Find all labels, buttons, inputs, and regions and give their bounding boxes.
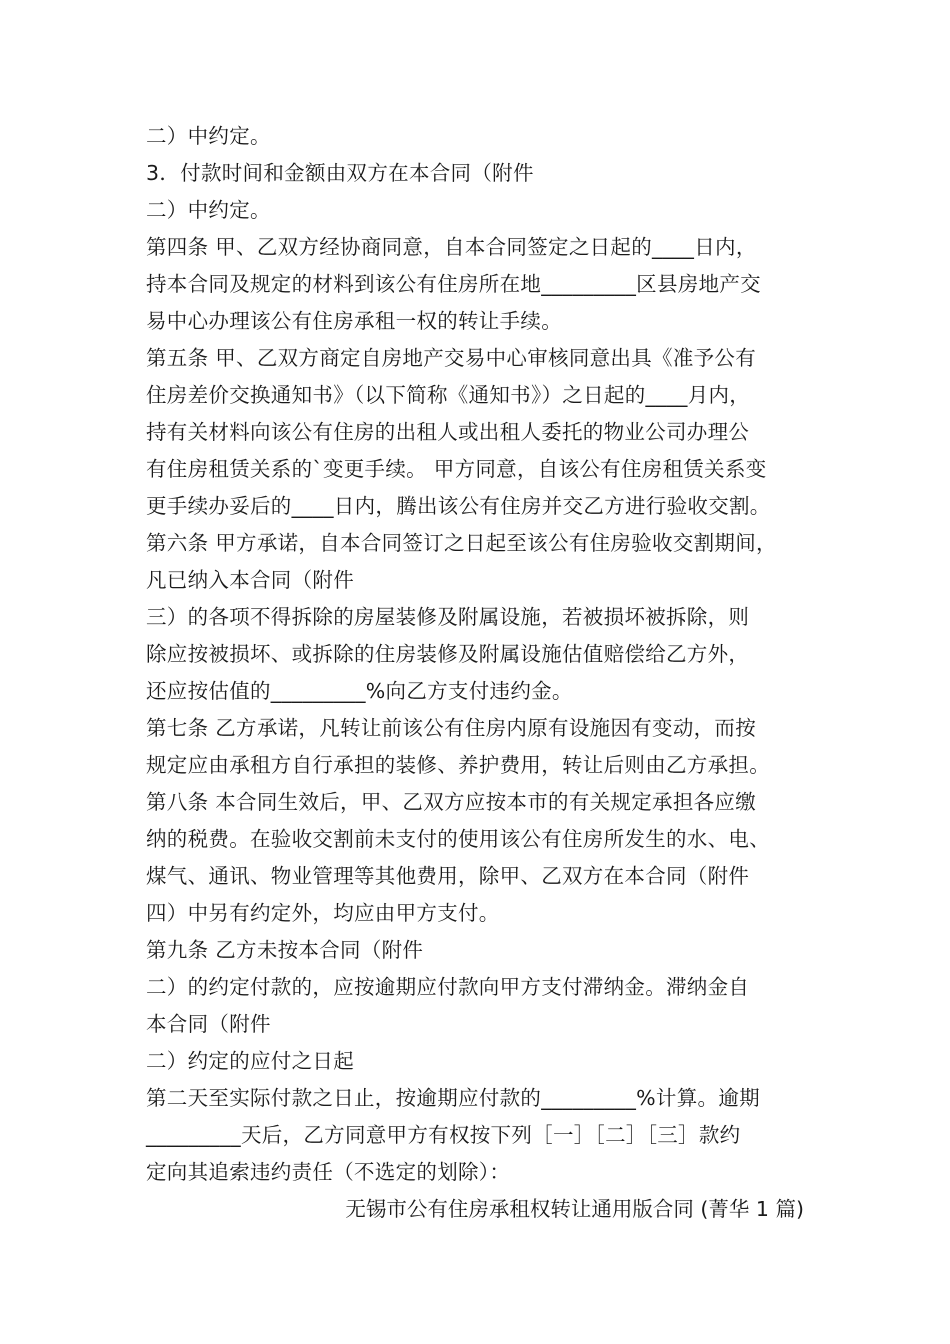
text-line: 二）的约定付款的，应按逾期应付款向甲方支付滞纳金。滞纳金自 bbox=[146, 975, 750, 999]
text-line: 第九条 乙方未按本合同（附件 bbox=[146, 938, 424, 962]
text-line: 易中心办理该公有住房承租一权的转让手续。 bbox=[146, 309, 562, 333]
text-line: 3．付款时间和金额由双方在本合同（附件 bbox=[146, 161, 534, 185]
text-line: 煤气、通讯、物业管理等其他费用，除甲、乙双方在本合同（附件 bbox=[146, 864, 750, 888]
text-line: 第七条 乙方承诺，凡转让前该公有住房内原有设施因有变动，而按 bbox=[146, 716, 757, 740]
text-line: 本合同（附件 bbox=[146, 1012, 271, 1036]
text-line: 更手续办妥后的____日内，腾出该公有住房并交乙方进行验收交割。 bbox=[146, 494, 771, 518]
text-line: 持本合同及规定的材料到该公有住房所在地_________区县房地产交 bbox=[146, 272, 761, 296]
text-line: 除应按被损坏、或拆除的住房装修及附属设施估值赔偿给乙方外， bbox=[146, 642, 750, 666]
text-line: 纳的税费。在验收交割前未支付的使用该公有住房所发生的水、电、 bbox=[146, 827, 770, 851]
text-line: 定向其追索违约责任（不选定的划除）： bbox=[146, 1160, 511, 1184]
text-line: 第二天至实际付款之日止，按逾期应付款的_________%计算。逾期 bbox=[146, 1086, 760, 1110]
text-line: 二）中约定。 bbox=[146, 124, 271, 148]
text-line: 第六条 甲方承诺，自本合同签订之日起至该公有住房验收交割期间， bbox=[146, 531, 777, 555]
text-line: 四）中另有约定外，均应由甲方支付。 bbox=[146, 901, 500, 925]
text-line: 持有关材料向该公有住房的出租人或出租人委托的物业公司办理公 bbox=[146, 420, 750, 444]
text-line: 凡已纳入本合同（附件 bbox=[146, 568, 354, 592]
text-line: 二）约定的应付之日起 bbox=[146, 1049, 354, 1073]
text-line: 三）的各项不得拆除的房屋装修及附属设施，若被损坏被拆除，则 bbox=[146, 605, 750, 629]
text-line: 住房差价交换通知书》（以下简称《通知书》）之日起的____月内， bbox=[146, 383, 751, 407]
text-line: 第八条 本合同生效后，甲、乙双方应按本市的有关规定承担各应缴 bbox=[146, 790, 757, 814]
text-line: 还应按估值的_________%向乙方支付违约金。 bbox=[146, 679, 573, 703]
text-line: 二）中约定。 bbox=[146, 198, 271, 222]
text-line: 规定应由承租方自行承担的装修、养护费用，转让后则由乙方承担。 bbox=[146, 753, 770, 777]
contract-body bbox=[146, 118, 836, 1191]
text-line: 第四条 甲、乙双方经协商同意，自本合同签定之日起的____日内， bbox=[146, 235, 757, 259]
text-line: 第五条 甲、乙双方商定自房地产交易中心审核同意出具《准予公有 bbox=[146, 346, 757, 370]
text-line: 有住房租赁关系的`变更手续。 甲方同意，自该公有住房租赁关系变 bbox=[146, 457, 767, 481]
document-footer-title: 无锡市公有住房承租权转让通用版合同 (菁华 1 篇) bbox=[345, 1197, 804, 1221]
text-line: _________天后，乙方同意甲方有权按下列［一］［二］［三］款约 bbox=[146, 1123, 741, 1147]
